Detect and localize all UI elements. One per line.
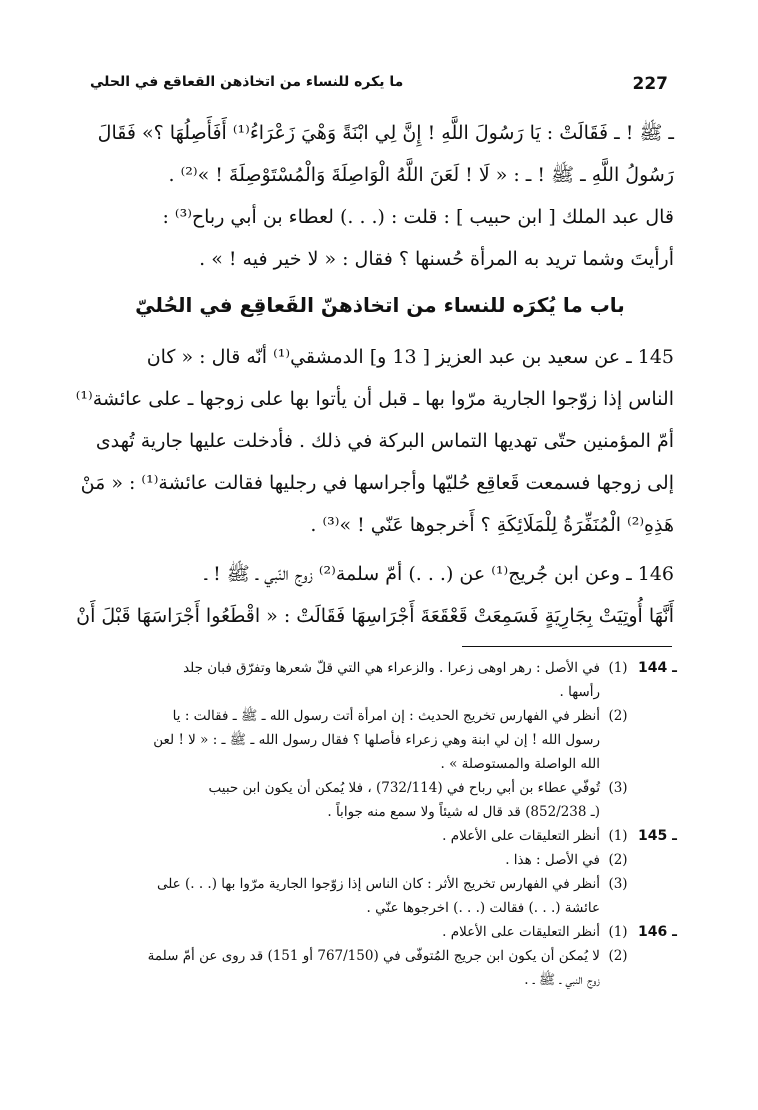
footnote: [86, 704, 674, 728]
intro-paragraph: [86, 112, 674, 280]
text-line: ـ ﷺ ! ـ فَقَالَتْ : يَا رَسُولَ اللَّهِ ! إِنَّ لِي ابْنَةً وَهْيَ زَعْرَاءُ⁽¹⁾ أَفَأَصِلُهَا ؟» فَقَالَ: [97, 122, 674, 144]
text-line: رَسُولُ اللَّهِ ـ ﷺ ! ـ : « لَا ! لَعَنَ اللَّهُ الْوَاصِلَةَ وَالْمُسْتَوْصِلَةَ ! »⁽²⁾ .: [168, 164, 674, 186]
running-title: ما يكره للنساء من اتخاذهن القعاقع في الحلي: [90, 74, 404, 90]
footnote-group: 145 ـ: [638, 828, 677, 844]
footnote-marker: (1): [608, 828, 628, 844]
footnote-separator: [462, 646, 672, 647]
text-line: الناس إذا زوّجوا الجارية مرّوا بها ـ قبل أن يأتوا بها على زوجها ـ على عائشة⁽¹⁾: [75, 388, 674, 410]
footnote-text: في الأصل : رهر اوهى زعرا . والزعراء هي التي قلّ شعرها وتفرّق فبان جلد: [183, 660, 600, 676]
hadith-145: [75, 336, 674, 546]
text-line: إلى زوجها فسمعت قَعاقِع حُليّها وأجراسها في رجليها فقالت عائشة⁽¹⁾ : « مَنْ: [80, 472, 674, 494]
footnote: [86, 824, 677, 848]
footnote-continuation: عائشة (. . .) فقالت (. . .) اخرجوها عنّي .: [366, 900, 600, 916]
footnote: [86, 920, 677, 944]
footnote: [86, 776, 674, 800]
footnote-marker: (1): [608, 924, 628, 940]
footnote-marker: (3): [608, 876, 628, 892]
footnote-marker: (2): [608, 948, 628, 964]
footnote-text: أنظر التعليقات على الأعلام .: [442, 828, 600, 844]
page-number: 227: [632, 74, 668, 94]
text-line: أَنَّهَا أُوتِيَتْ بِجَارِيَةٍ فَسَمِعَتْ قَعْقَعَةَ أَجْرَاسِهَا فَقَالَتْ : « اقْطَعُوا أَجْرَاسَهَا قَبْلَ أَنْ: [76, 605, 674, 627]
text-line: 145 ـ عن سعيد بن عبد العزيز [ 13 و] الدمشقي⁽¹⁾ أنّه قال : « كان: [146, 346, 674, 368]
footnote-text: أنظر في الفهارس تخريج الأثر : كان الناس إذا زوّجوا الجارية مرّوا بها (. . .) على: [156, 876, 600, 892]
footnote-marker: (2): [608, 708, 628, 724]
footnote: [86, 872, 674, 896]
text-line: هَذِهِ⁽²⁾ الْمُنَفِّرَةُ لِلْمَلَائِكَةِ ؟ أَخرجوها عَنّي ! »⁽³⁾ .: [310, 514, 674, 536]
text-line: أمّ المؤمنين حتّى تهديها التماس البركة في ذلك . فأدخلت عليها جارية تُهدى: [95, 430, 674, 452]
footnote-continuation: زوج النبي ـ ﷺ ـ .: [524, 972, 600, 988]
text-line: قال عبد الملك [ ابن حبيب ] : قلت : (. . .) لعطاء بن أبي رباح⁽³⁾ :: [162, 206, 674, 228]
section-title: باب ما يُكرَه للنساء من اتخاذهنّ القَعاقِع في الحُليّ: [135, 293, 625, 317]
footnote-continuation: (ـ 852/238) قد قال له شيئاً ولا سمع منه جواباً .: [327, 804, 600, 820]
footnote-continuation: رسول الله ! إن لي ابنة وهي زعراء فأصلها ؟ فقال رسول الله ـ ﷺ ـ : « لا ! لعن: [153, 732, 600, 748]
footnote-text: تُوفّي عطاء بن أبي رباح في (732/114) ، فلا يُمكن أن يكون ابن حبيب: [208, 780, 600, 796]
page-header: [90, 74, 668, 104]
text-line: 146 ـ وعن ابن جُريج⁽¹⁾ عن (. . .) أمّ سلمة⁽²⁾ زوج النّبي ـ ﷺ ! ـ: [204, 563, 674, 585]
footnote-marker: (3): [608, 780, 628, 796]
footnote-text: في الأصل : هذا .: [505, 852, 600, 868]
footnote-marker: (2): [608, 852, 628, 868]
footnote-text: لا يُمكن أن يكون ابن جريج المُتوفّى في (767/150 أو 151) قد روى عن أمّ سلمة: [147, 948, 600, 964]
footnotes: [86, 656, 677, 992]
footnote: [86, 944, 674, 968]
hadith-146: [76, 553, 674, 637]
footnote-group: 146 ـ: [638, 924, 677, 940]
footnote: [86, 848, 674, 872]
footnote-text: أنظر في الفهارس تخريج الحديث : إن امرأة أتت رسول الله ـ ﷺ ـ فقالت : يا: [172, 708, 600, 724]
footnote-continuation: الله الواصلة والمستوصلة » .: [440, 756, 600, 772]
footnote-group: 144 ـ: [638, 660, 677, 676]
footnote-text: أنظر التعليقات على الأعلام .: [442, 924, 600, 940]
footnote-marker: (1): [608, 660, 628, 676]
footnote-continuation: رأسها .: [559, 684, 600, 700]
text-line: أرأيتَ وشما تريد به المرأة حُسنها ؟ فقال : « لا خير فيه ! » .: [199, 248, 674, 270]
footnote: [86, 656, 677, 680]
